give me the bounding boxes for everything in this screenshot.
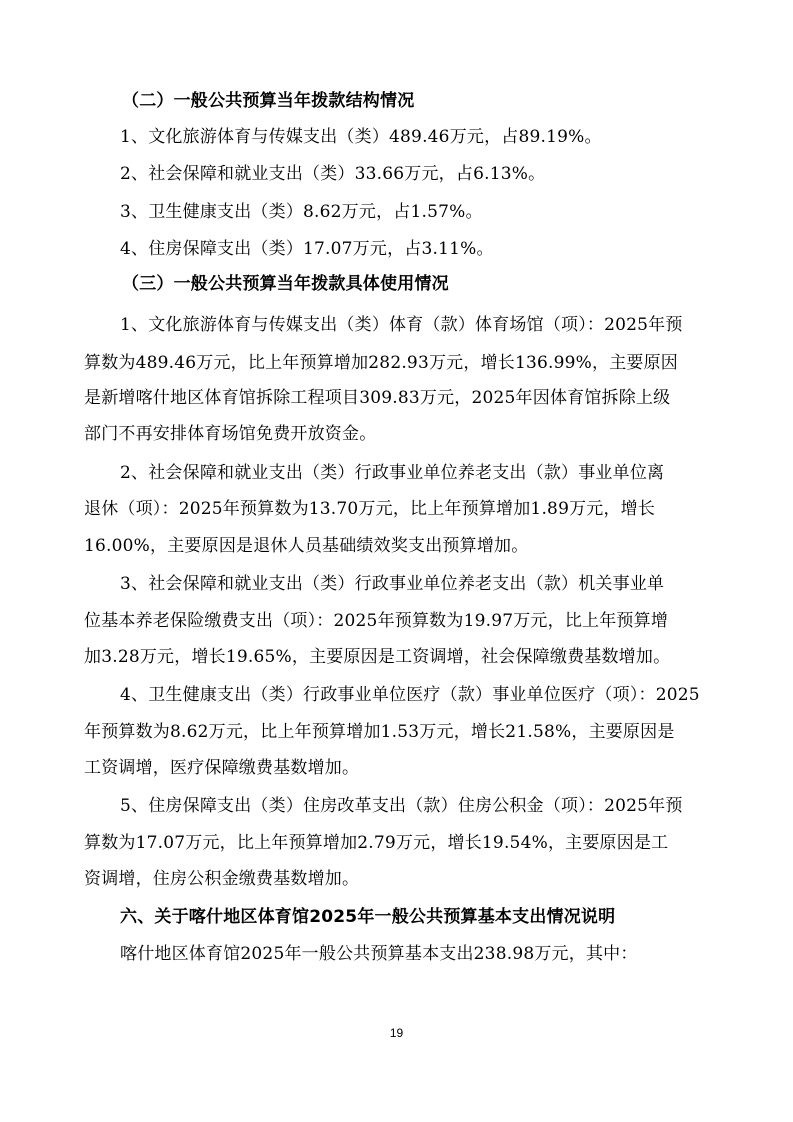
structure-item: 1、文化旅游体育与传媒支出（类）489.46万元，占89.19%。 <box>120 127 602 147</box>
structure-item: 4、住房保障支出（类）17.07万元，占3.11%。 <box>120 239 494 259</box>
section-heading-allocation-structure: （二）一般公共预算当年拨款结构情况 <box>122 91 415 111</box>
paragraph-line: 年预算数为8.62万元，比上年预算增加1.53万元，增长21.58%，主要原因是 <box>84 722 675 742</box>
paragraph-line: 资调增，住房公积金缴费基数增加。 <box>84 869 360 889</box>
paragraph-line: 喀什地区体育馆2025年一般公共预算基本支出238.98万元，其中： <box>120 944 638 964</box>
section-heading-basic-expenditure: 六、关于喀什地区体育馆2025年一般公共预算基本支出情况说明 <box>120 907 616 927</box>
page-number: 19 <box>389 1026 404 1040</box>
paragraph-line: 部门不再安排体育场馆免费开放资金。 <box>84 424 377 444</box>
paragraph-line: 算数为17.07万元，比上年预算增加2.79万元，增长19.54%，主要原因是工 <box>84 833 669 853</box>
paragraph-line: 算数为489.46万元，比上年预算增加282.93万元，增长136.99%，主要原因 <box>84 353 679 373</box>
paragraph-line: 工资调增，医疗保障缴费基数增加。 <box>84 758 360 778</box>
paragraph-line: 3、社会保障和就业支出（类）行政事业单位养老支出（款）机关事业单 <box>120 574 665 594</box>
paragraph-line: 1、文化旅游体育与传媒支出（类）体育（款）体育场馆（项）：2025年预 <box>120 315 683 335</box>
paragraph-line: 5、住房保障支出（类）住房改革支出（款）住房公积金（项）：2025年预 <box>120 796 683 816</box>
structure-item: 3、卫生健康支出（类）8.62万元，占1.57%。 <box>120 202 483 222</box>
paragraph-line: 4、卫生健康支出（类）行政事业单位医疗（款）事业单位医疗（项）：2025 <box>120 685 700 705</box>
paragraph-line: 位基本养老保险缴费支出（项）：2025年预算数为19.97万元，比上年预算增 <box>84 611 669 631</box>
paragraph-line: 16.00%，主要原因是退休人员基础绩效奖支出预算增加。 <box>84 536 529 556</box>
structure-item: 2、社会保障和就业支出（类）33.66万元，占6.13%。 <box>120 164 546 184</box>
paragraph-line: 加3.28万元，增长19.65%，主要原因是工资调增，社会保障缴费基数增加。 <box>84 647 671 667</box>
paragraph-line: 2、社会保障和就业支出（类）行政事业单位养老支出（款）事业单位离 <box>120 463 665 483</box>
paragraph-line: 是新增喀什地区体育馆拆除工程项目309.83万元，2025年因体育馆拆除上级 <box>84 388 671 408</box>
section-heading-allocation-usage: （三）一般公共预算当年拨款具体使用情况 <box>122 274 449 294</box>
paragraph-line: 退休（项）：2025年预算数为13.70万元，比上年预算增加1.89万元，增长 <box>84 499 656 519</box>
